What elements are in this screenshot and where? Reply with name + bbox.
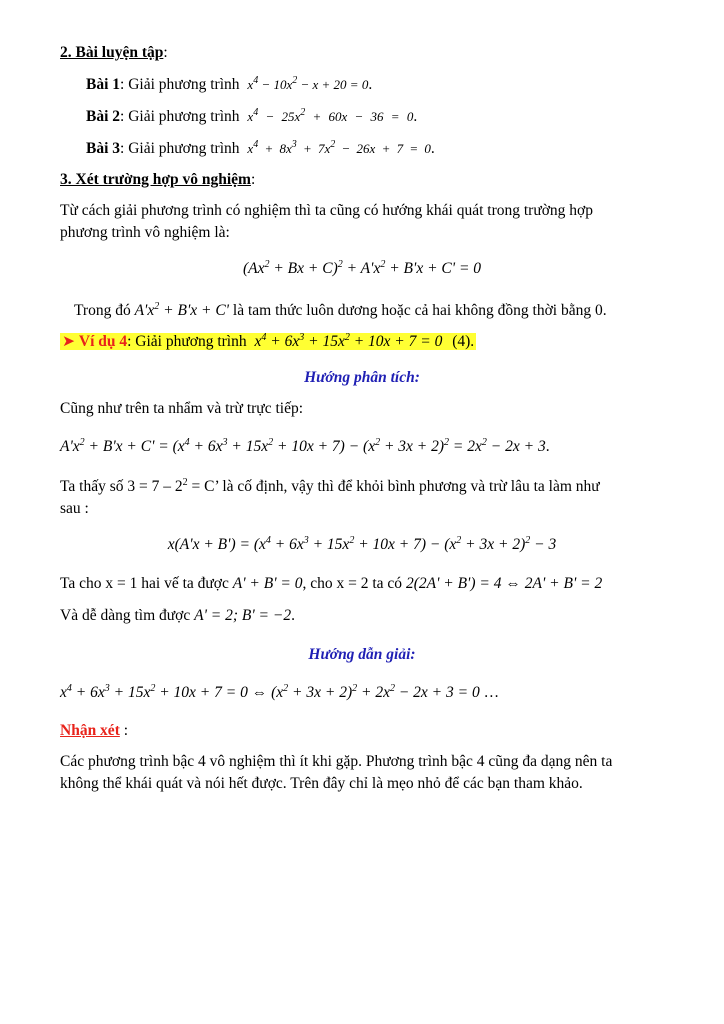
exercise-3: Bài 3: Giải phương trình $x^4 + 8x^3 + 7x^2 - 26x + 7 = 0$. [86,139,435,157]
subtraction-equation: $A'x^2 + B'x + C' = (x^4 + 6x^3 + 15x^2 + 10x + 7) - (x^2 + 3x + 2)^2 = 2x^2 - 2x + 3$. [60,437,550,455]
exercise-1-label: Bài 1 [86,76,121,93]
general-form-equation: $(Ax^2 + Bx + C)^2 + A'x^2 + B'x + C' = 0$ [242,259,482,277]
exercise-2-label: Bài 2 [86,108,121,125]
section-3-paragraph-line-2: phương trình vô nghiệm là: [60,224,230,241]
example-4-highlight: ➤ Ví dụ 4: Giải phương trình $x^4 + 6x^3 + 15x^2 + 10x + 7 = 0$ (4). [62,332,475,350]
exercise-1-equation: $x^4 - 10x^2 - x + 20 = 0$ [247,75,369,92]
exercise-3-label: Bài 3 [86,140,121,157]
solution-equation: $x^4 + 6x^3 + 15x^2 + 10x + 7 = 0$ ⇔ $(x^2 + 3x + 2)^2 + 2x^2 - 2x + 3 = 0$ … [60,683,500,701]
quadratic-expression: $A'x^2 + B'x + C'$ [134,301,230,319]
section-3-heading-line: 3. Xét trường hợp vô nghiệm: [60,171,256,188]
analysis-paragraph-2-line-1: Ta thấy số $3 = 7 - 2^2 = C$’ là cố định, vậy thì để khỏi bình phương và trừ lâu ta làm như [60,477,600,495]
example-4-label: Ví dụ 4 [78,333,128,350]
section-2-heading: 2. Bài luyện tập [60,44,164,61]
analysis-paragraph-3: Ta cho x = 1 hai vế ta được A' + B' = 0, cho x = 2 ta có 2(2A' + B') = 4 ⇔ 2A' + B' = 2 [60,575,603,592]
exercise-3-equation: $x^4 + 8x^3 + 7x^2 - 26x + 7 = 0$ [247,139,431,156]
shortcut-equation: $x(A'x + B') = (x^4 + 6x^3 + 15x^2 + 10x + 7) - (x^2 + 3x + 2)^2 - 3$ [167,535,557,553]
section-3-paragraph-line-1: Từ cách giải phương trình có nghiệm thì ta cũng có hướng khái quát trong trường hợp [60,202,594,219]
example-4-equation: $x^4 + 6x^3 + 15x^2 + 10x + 7 = 0$ [254,332,443,350]
remark-line-1: Các phương trình bậc 4 vô nghiệm thì ít khi gặp. Phương trình bậc 4 cũng đa dạng nên ta [60,753,613,770]
section-2-heading-line: 2. Bài luyện tập: [60,44,168,61]
exercise-2-equation: $x^4 - 25x^2 + 60x - 36 = 0$ [247,107,414,124]
trong-do-line: Trong đó $A'x^2 + B'x + C'$ là tam thức luôn dương hoặc cả hai không đồng thời bằng 0. [74,301,607,319]
section-3-heading: 3. Xét trường hợp vô nghiệm [60,171,251,188]
arrow-right-icon: ➤ [62,333,75,350]
remark-heading: Nhận xét [60,722,120,739]
remark-heading-line: Nhận xét : [60,722,129,739]
analysis-paragraph-2-line-2: sau : [60,500,89,517]
analysis-title: Hướng phân tích: [304,369,420,386]
exercise-1: Bài 1: Giải phương trình $x^4 - 10x^2 - x + 20 = 0$. [86,75,373,93]
analysis-paragraph-4: Và dễ dàng tìm được A' = 2; B' = −2. [60,607,295,624]
guide-title: Hướng dẫn giải: [308,646,416,663]
exercise-2: Bài 2: Giải phương trình $x^4 - 25x^2 + 60x - 36 = 0$. [86,107,418,125]
analysis-paragraph-1: Cũng như trên ta nhẩm và trừ trực tiếp: [60,400,304,417]
remark-line-2: không thể khái quát và nói hết được. Trên đây chỉ là mẹo nhỏ để các bạn tham khảo. [60,775,583,792]
example-4 [60,331,476,353]
